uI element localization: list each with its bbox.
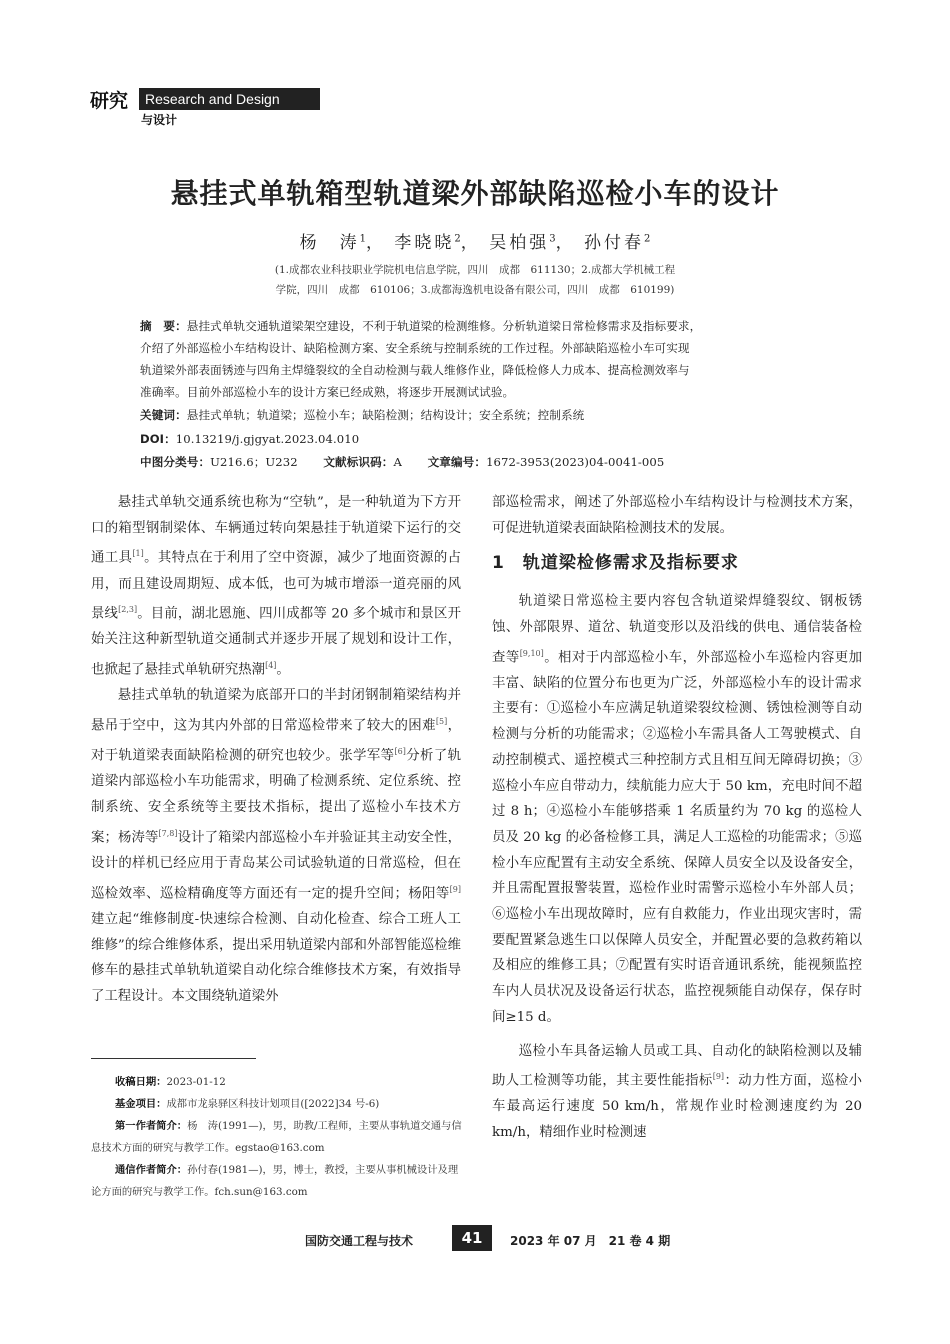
text: 巡检小车具备运输人员或工具、自动化的缺陷检测以及辅助人工检测等功能，其主要性能指标 (492, 1043, 862, 1089)
paragraph (492, 1039, 862, 1146)
journal-name: 国防交通工程与技术 (305, 1234, 414, 1248)
author-name: 孙付春 (583, 233, 644, 253)
section-tag-cn: 研究 (90, 90, 129, 112)
affiliation-line-1: (1.成都农业科技职业学院机电信息学院，四川 成都 611130；2.成都大学机械工程 (274, 264, 676, 276)
author-affil-mark: 3 (549, 233, 556, 245)
author-sep: ， (555, 233, 576, 253)
citation: [9] (449, 884, 461, 894)
text: 设计了箱梁内部巡检小车并验证其主动安全性，设计的样机已经应用于青岛某公司试验轨道的日常巡检，但在巡检效率、巡检精确度等方面还有一定的提升空间；杨阳等 (91, 830, 462, 902)
paragraph (91, 683, 461, 1009)
text: 分析了轨道梁内部巡检小车功能需求，明确了检测系统、定位系统、控制系统、安全系统等主要技术指标，提出了巡检小车技术方案；杨涛等 (91, 748, 462, 846)
footnote-first-author (91, 1116, 463, 1159)
citation: [7,8] (158, 828, 178, 838)
abstract-line (140, 318, 820, 334)
author-name: 李晓晓 (394, 233, 455, 253)
keywords (140, 407, 820, 423)
doc-code-value: A (393, 455, 402, 469)
author-affil-mark: 1 (359, 233, 367, 245)
section-heading: 1 轨道梁检修需求及指标要求 (492, 553, 739, 574)
text: 。相对于内部巡检小车，外部巡检小车巡检内容更加丰富、缺陷的位置分布也更为广泛，外部巡检小车的设计需求主要有：①巡检小车应满足轨道梁裂纹检测、锈蚀检测等自动检测与分析的功能需求；②巡检小车需具备人工驾驶模式、自动控制模式、遥控模式三种控制方式且相互间无障碍切换；③巡检小车应自带动力，续航能力应大于 50 km，充电时间不超过 8 h；④巡检小车能够搭乘 1 名质量约为 70 kg 的巡检人员及 20 kg 的必备检修工具，满足人工巡检的功能需求；⑤巡检小车应配置有主动安全系统、保障人员安全以及设备安全，并且需配置报警装置，巡检作业时需警示巡检小车外部人员；⑥巡检小车出现故障时，应有自救能力，作业出现灾害时，需要配置紧急逃生口以保障人员安全，并配置必要的急救药箱以及相应的维修工具；⑦配置有实时语音通讯系统，能视频监控车内人员状况及设备运行状态，监控视频能自动保存，保存时间≥15 d。 (492, 649, 863, 1025)
paragraph (91, 490, 461, 683)
abstract-line: 轨道梁外部表面锈迹与四角主焊缝裂纹的全自动检测与载人维修作业，降低检修人力成本、提高检测效率与 (140, 363, 690, 377)
author-list (0, 228, 950, 253)
first-author-label: 第一作者简介： (115, 1120, 188, 1132)
paragraph: 部巡检需求，阐述了外部巡检小车结构设计与检测技术方案，可促进轨道梁表面缺陷检测技术的发展。 (492, 495, 862, 536)
author-name: 吴柏强 (489, 233, 550, 253)
paragraph (492, 589, 862, 1030)
received-value: 2023-01-12 (166, 1076, 226, 1088)
paper-title: 悬挂式单轨箱型轨道梁外部缺陷巡检小车的设计 (170, 177, 780, 210)
text: ：动力性方面，巡检小车最高运行速度 50 km/h，常规作业时检测速度约为 20 km/h，精细作业时检测速 (492, 1073, 863, 1141)
footnote-received (91, 1072, 463, 1094)
citation: [9] (712, 1072, 725, 1082)
keywords-text: 悬挂式单轨；轨道梁；巡检小车；缺陷检测；结构设计；安全系统；控制系统 (186, 408, 585, 422)
corresponding-label: 通信作者简介： (115, 1164, 188, 1176)
fund-value: 成都市龙泉驿区科技计划项目([2022]34 号-6) (166, 1098, 380, 1110)
author-affil-mark: 2 (643, 233, 651, 245)
doc-code-label: 文献标识码： (323, 455, 394, 469)
footnote-fund (91, 1094, 463, 1116)
footnote-divider (91, 1058, 256, 1059)
citation: [2,3] (118, 605, 138, 615)
author-affil-mark: 2 (454, 233, 461, 245)
text: 。 (276, 662, 290, 678)
issue-date: 2023 年 07 月 21 卷 4 期 (510, 1234, 671, 1248)
first-author-value: 杨 涛(1991—)，男，助教/工程师，主要从事轨道交通与信息技术方面的研究与教学工作。egstao@163.com (91, 1120, 462, 1154)
author-sep: ， (366, 233, 387, 253)
author-sep: ， (460, 233, 481, 253)
author-name: 杨 涛 (299, 233, 360, 253)
section-tag-en: Research and Design (139, 88, 320, 110)
affiliation-line-2: 学院，四川 成都 610106；3.成都海逸机电设备有限公司，四川 成都 610199) (275, 284, 675, 296)
page-number: 41 (452, 1225, 492, 1251)
citation: [9,10] (519, 648, 544, 658)
text: 。目前，湖北恩施、四川成都等 20 多个城市和景区开始关注这种新型轨道交通制式并逐步开展了规划和设计工作，也掀起了悬挂式单轨研究热潮 (91, 606, 462, 678)
text: 。其特点在于利用了空中资源，减少了地面资源的占用，而且建设周期短、成本低，也可为城市增添一道亮丽的风景线 (91, 550, 462, 622)
abstract-text: 悬挂式单轨交通轨道梁架空建设，不利于轨道梁的检测维修。分析轨道梁日常检修需求及指标要求， (186, 319, 702, 333)
article-no-value: 1672-3953(2023)04-0041-005 (486, 455, 665, 469)
clc-label: 中图分类号： (140, 455, 211, 469)
abstract-label: 摘 要： (140, 319, 187, 333)
citation: [6] (394, 747, 406, 757)
received-label: 收稿日期： (115, 1076, 167, 1088)
text: 建立起“维修制度-快速综合检测、自动化检查、综合工班人工维修”的综合维修体系，提出采用轨道梁内部和外部智能巡检维修车的悬挂式单轨轨道梁自动化综合维修技术方案，有效指导了工程设计。本文围绕轨道梁外 (91, 911, 461, 1004)
text: 悬挂式单轨交通系统也称为“空轨”，是一种轨道为下方开口的箱型钢制梁体、车辆通过转向架悬挂于轨道梁下运行的交通工具 (91, 495, 461, 566)
citation: [4] (265, 661, 277, 671)
article-no-label: 文章编号： (427, 455, 487, 469)
text: 轨道梁日常巡检主要内容包含轨道梁焊缝裂纹、钢板锈蚀、外部限界、道岔、轨道变形以及沿线的供电、通信装备检查等 (492, 594, 862, 665)
section-tag-cn-2: 与设计 (141, 113, 178, 127)
clc-value: U216.6；U232 (210, 455, 298, 469)
citation: [5] (435, 717, 448, 727)
doi-label: DOI： (140, 432, 176, 446)
fund-label: 基金项目： (115, 1098, 167, 1110)
doi-value: 10.13219/j.gjgyat.2023.04.010 (175, 432, 360, 446)
text: ，对于轨道梁表面缺陷检测的研究也较少。张学军等 (91, 718, 462, 764)
body-column-left (91, 490, 461, 1010)
abstract-line: 介绍了外部巡检小车结构设计、缺陷检测方案、安全系统与控制系统的工作过程。外部缺陷巡检小车可实现 (140, 341, 690, 355)
footnote-corresponding (91, 1160, 463, 1203)
abstract-line: 准确率。目前外部巡检小车的设计方案已经成熟，将逐步开展测试试验。 (140, 385, 515, 399)
body-column-right (492, 490, 862, 1146)
keywords-label: 关键词： (140, 408, 187, 422)
text: 悬挂式单轨的轨道梁为底部开口的半封闭钢制箱梁结构并悬吊于空中，这为其内外部的日常巡检带来了较大的困难 (91, 688, 461, 734)
doi (140, 431, 820, 447)
corresponding-value: 孙付春(1981—)，男，博士，教授，主要从事机械设计及理论方面的研究与教学工作。fch.sun@163.com (91, 1164, 459, 1198)
classification-line (140, 454, 820, 470)
citation: [1] (132, 549, 144, 559)
